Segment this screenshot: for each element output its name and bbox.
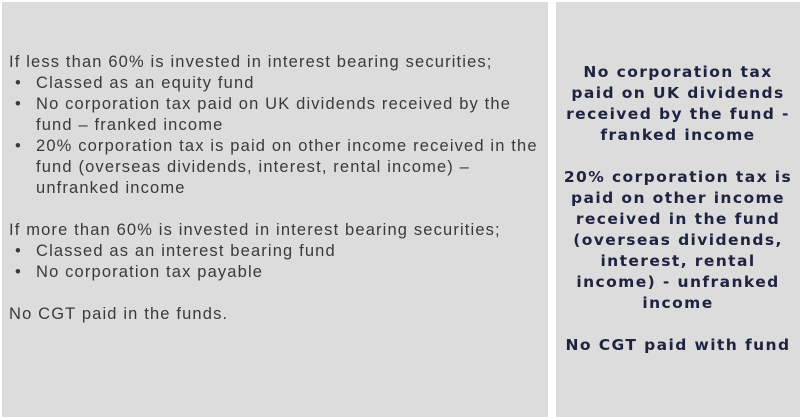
spacer bbox=[9, 199, 540, 220]
list-item bbox=[9, 73, 540, 94]
bullet-icon: • bbox=[15, 95, 22, 113]
bullet-text: 20% corporation tax is paid on other income received in the fund (overseas dividends, interest, rental income) – unfranked income bbox=[36, 137, 538, 197]
section1-bullet-list bbox=[9, 73, 540, 199]
list-item bbox=[9, 94, 540, 136]
list-item bbox=[9, 136, 540, 199]
list-item bbox=[9, 262, 540, 283]
right-cell bbox=[556, 2, 800, 417]
spacer bbox=[562, 314, 794, 335]
bullet-text: No corporation tax payable bbox=[36, 263, 264, 281]
closing-note: No CGT paid in the funds. bbox=[9, 305, 229, 323]
right-block-unfranked: 20% corporation tax is paid on other income received in the fund (overseas dividends, interest, rental income) - unfranked income bbox=[563, 168, 793, 312]
spacer bbox=[562, 146, 794, 167]
left-cell bbox=[2, 2, 548, 417]
bullet-icon: • bbox=[15, 242, 22, 260]
right-block-franked: No corporation tax paid on UK dividends received by the fund - franked income bbox=[566, 63, 790, 144]
section2-bullet-list bbox=[9, 241, 540, 283]
bullet-icon: • bbox=[15, 74, 22, 92]
bullet-icon: • bbox=[15, 137, 22, 155]
section1-intro: If less than 60% is invested in interest bearing securities; bbox=[9, 53, 493, 71]
right-block-cgt: No CGT paid with fund bbox=[565, 336, 791, 354]
bullet-text: Classed as an equity fund bbox=[36, 74, 255, 92]
list-item bbox=[9, 241, 540, 262]
section2-intro: If more than 60% is invested in interest bearing securities; bbox=[9, 221, 501, 239]
spacer bbox=[9, 283, 540, 304]
bullet-icon: • bbox=[15, 263, 22, 281]
bullet-text: Classed as an interest bearing fund bbox=[36, 242, 336, 260]
bullet-text: No corporation tax paid on UK dividends received by the fund – franked income bbox=[36, 95, 512, 134]
